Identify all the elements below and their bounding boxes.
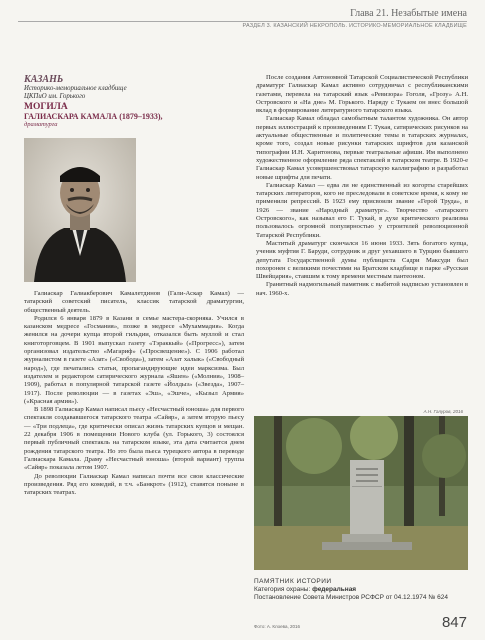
- monument-caption: [254, 578, 468, 602]
- page-number: 847: [441, 614, 467, 631]
- paragraph: Галиаскар Камал — едва ли не единственный из когорты старейших татарских литераторов, кого не преследовали в советское время, к кому не применили репрессий. В 1923 ему присвоили звание «Герой Труда», в 1926 — звание «Народный драматург». Творчество «татарского Островского», как называл его Г. Тукай, в духе критического реализма пользовалось огромной популярностью у строителей революционной Татарской Республики.: [256, 181, 468, 239]
- header-rule: [18, 21, 467, 22]
- grave-heading: МОГИЛА: [24, 102, 68, 112]
- paragraph: Родился 6 января 1879 в Казани в семье мастера-скорняка. Учился в казанском медресе «Госмания», позже в медресе «Мухаммадия». Когда женился на дочери купца второй гильдии, отказался быть муллой и стал книготорговцем. В 1901 выпускал газету «Тэраккый» («Прогресс»), затем организовал издательство «Магариф» («Просвещение»). С 1906 работал журналистом в газете «Азат» («Свобода»), затем «Азат халык» («Свободный народ»), где печатались статьи, пропагандирующие идеи марксизма. Был издателем и редактором сатирического журнала «Яшен» («Молния», 1908–1909), работал в популярной татарской газете «Йолдыз» («Звезда», 1907–1917). После революции — в газетах «Эш», «Эшче», «Кызыл Армия» («Красная армия»).: [24, 314, 244, 405]
- left-column: [24, 290, 244, 497]
- person-name: ГАЛИАСКАРА КАМАЛА (1879–1933),: [24, 112, 163, 121]
- paragraph: После создания Автономной Татарской Социалистической Республики драматург Галиаскар Камал активно сотрудничал с республиканскими газетами, перевела на татарский язык «Ревизора» Гоголя, «Грозу» А.Н. Островского и «На дне» М. Горького. Наряду с Тукаем он внес большой вклад в формирование литературного татарского языка.: [256, 74, 468, 115]
- section-subtitle: РАЗДЕЛ 3. КАЗАНСКИЙ НЕКРОПОЛЬ. ИСТОРИКО-МЕМОРИАЛЬНОЕ КЛАДБИЩЕ: [242, 23, 467, 29]
- protection-category: [254, 586, 468, 594]
- right-column: [256, 74, 468, 298]
- paragraph: Галиаскар Камал обладал самобытным талантом художника. Он автор первых иллюстраций к произведениям Г. Тукая, сатирических рисунков на актуальные общественные и политические темы в татарских журналах, кроме того, создал новые рисунки татарских шрифтов для казанской типографии И.Н. Харитонова, первые театральные афиши. Им выполнено художественное оформление ряда спектаклей в татарском театре. В 1920-е Галиаскар Камал усовершенствовал татарскую каллиграфию и разработал новые шрифты для печати.: [256, 115, 468, 181]
- photo-credit: А.Н. Галуров, 2016: [423, 409, 463, 414]
- city-title: КАЗАНЬ: [24, 74, 64, 85]
- person-role: драматурга: [24, 121, 58, 128]
- paragraph: В 1898 Галиаскар Камал написал пьесу «Несчастный юноша» для первого спектакля создававшегося татарского театра «Сайяр», а затем вторую пьесу — «Три подлеца», где критически описал жизнь татарских купцов и мещан. 22 декабря 1906 в помещении Нового клуба (ул. Горького, 3) состоялся первый публичный спектакль на татарском языке, эта дата считается днем рождения татарского театра. Но это была пьеса турецкого автора в переводе Галиаскара Камала. Драму «Несчастный юноша» (второй вариант) труппа «Сайяр» показала летом 1907.: [24, 406, 244, 472]
- caption-title: ПАМЯТНИК ИСТОРИИ: [254, 578, 332, 585]
- decree-text: Постановление Совета Министров РСФСР от 04.12.1974 № 624: [254, 594, 448, 601]
- category-label: Категория охраны:: [254, 586, 313, 593]
- portrait-photo: [24, 138, 136, 282]
- page-header: [18, 8, 467, 34]
- paragraph: До революции Галиаскар Камал написал почти все свои классические произведения. Ряд его комедий, в т.ч. «Банкрот» (1912), ставятся поныне в татарских театрах.: [24, 472, 244, 497]
- cemetery-line-2: ЦКПиО им. Горького: [24, 93, 86, 100]
- paragraph: Галиаскар Галиакберович Камалетдинов (Гали-Аскар Камал) — татарский советский писатель, классик татарской драматургии, общественный деятель.: [24, 290, 244, 314]
- chapter-title: Глава 21. Незабытые имена: [350, 8, 467, 19]
- paragraph: Гранитный надмогильный памятник с выбитой надписью установлен в нач. 1960-х.: [256, 281, 468, 297]
- paragraph: Маститый драматург скончался 16 июня 1933. Зять богатого купца, ученик муфтия Г. Баруди, сотрудник и друг уехавшего в Турцию бывшего депутата Государственной думы публициста Садри Максуди был похоронен с великими почестями на Братском кладбище в парке «Русская Швейцария», ставшим к тому времени местным пантеоном.: [256, 239, 468, 281]
- footer-photo-credit: Фото: А. Клоева, 2016: [254, 624, 300, 629]
- entry-heading: [24, 74, 244, 128]
- monument-photo: [254, 416, 468, 570]
- category-value: федеральная: [312, 586, 357, 593]
- cemetery-line-1: Историко-мемориальное кладбище: [24, 85, 127, 92]
